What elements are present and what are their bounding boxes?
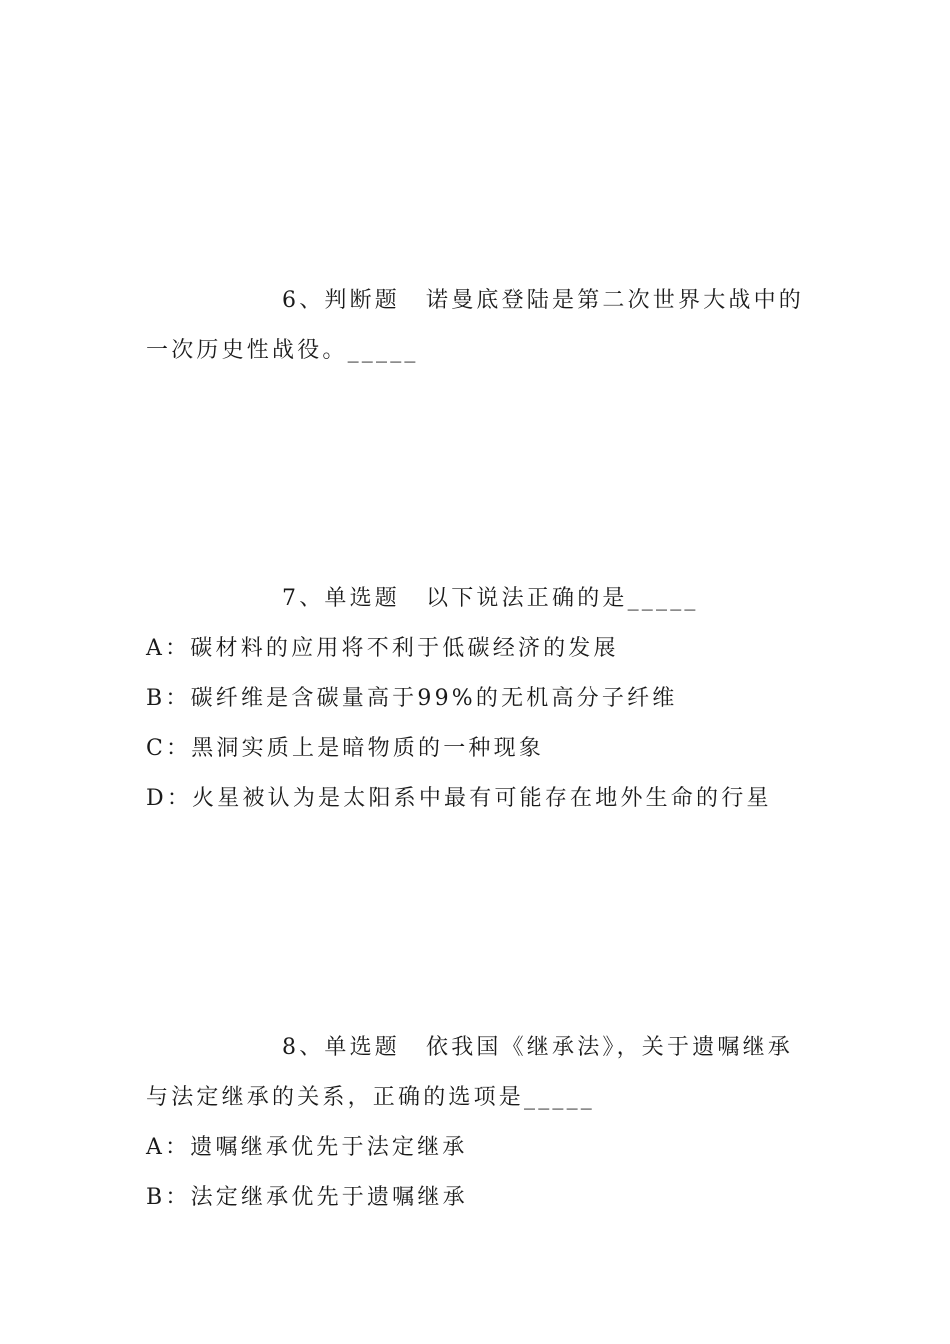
question-7-header: 7、单选题	[282, 586, 400, 611]
question-8-line-1	[282, 1033, 793, 1063]
question-7-option-c: C：黑洞实质上是暗物质的一种现象	[146, 736, 545, 761]
question-7-option-d: D：火星被认为是太阳系中最有可能存在地外生命的行星	[146, 786, 772, 811]
question-6-header: 6、判断题	[282, 288, 400, 313]
question-8-stem-first: 依我国《继承法》，关于遗嘱继承	[426, 1035, 794, 1060]
question-7-stem-first: 以下说法正确的是_____	[426, 586, 699, 611]
question-7-option-a: A：碳材料的应用将不利于低碳经济的发展	[146, 636, 619, 661]
question-7-line-1	[282, 584, 699, 614]
question-8-header: 8、单选题	[282, 1035, 400, 1060]
question-6-stem-rest: 一次历史性战役。_____	[146, 338, 419, 363]
question-8-stem-rest: 与法定继承的关系，正确的选项是_____	[146, 1085, 596, 1110]
question-6-stem-first: 诺曼底登陆是第二次世界大战中的	[426, 288, 805, 313]
question-7-option-b: B：碳纤维是含碳量高于99%的无机高分子纤维	[146, 686, 678, 711]
question-8-option-a: A：遗嘱继承优先于法定继承	[146, 1135, 468, 1160]
question-8-option-b: B：法定继承优先于遗嘱继承	[146, 1185, 468, 1210]
question-6-line-1	[282, 286, 804, 316]
